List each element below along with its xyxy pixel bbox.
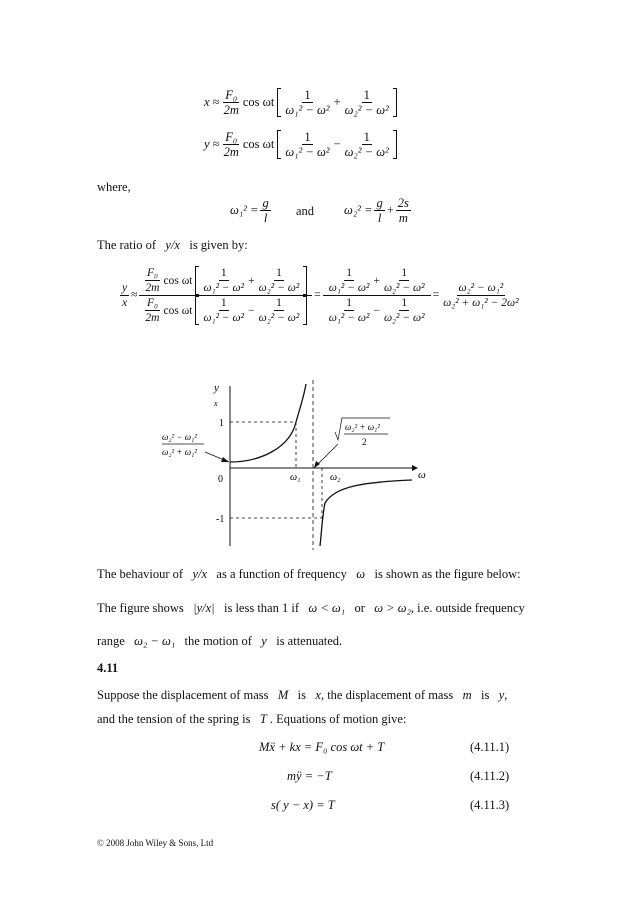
ratio-lhs-den: x xyxy=(122,297,128,309)
eq-x-t1-num: 1 xyxy=(304,88,311,102)
suppose-M: M xyxy=(277,688,289,702)
eq-x-t2-den: ω₂² − ω² xyxy=(344,103,389,117)
ratio-bot-amp-num: F₀ xyxy=(146,297,158,309)
suppose-x: x xyxy=(315,688,321,702)
eq-x-approx: ≈ xyxy=(212,95,220,109)
eq-x-t2-num: 1 xyxy=(363,88,370,102)
ratio-result-num: ω₂² − ω₁² xyxy=(458,282,504,294)
shows-abs: |y/x| xyxy=(193,601,215,615)
ratio-big-frac xyxy=(139,266,312,325)
equation-y xyxy=(204,130,400,159)
ratio-lhs-num: y xyxy=(122,282,128,294)
ratio-mid-minus: − xyxy=(373,304,380,317)
ratio-result-den: ω₂² + ω₁² − 2ω² xyxy=(443,297,519,309)
omega2-def-den2: m xyxy=(398,211,408,225)
equation-4-11-2: mÿ = −T xyxy=(287,769,332,783)
range-y: y xyxy=(261,634,267,648)
suppose-4: is xyxy=(481,688,490,702)
omega1-def-den: l xyxy=(263,211,268,225)
behaviour-b: as a function of frequency xyxy=(216,567,347,581)
suppose-5: , xyxy=(504,688,508,702)
ratio-result xyxy=(441,281,520,310)
omega1-definition xyxy=(230,196,273,225)
omega1-def-lhs: ω₁² = xyxy=(230,203,259,217)
eq-x-lhs: x xyxy=(204,95,210,109)
eq-x-bracket xyxy=(277,88,396,117)
ratio-top-a-num: 1 xyxy=(220,267,227,279)
callout-left-num: ω₂² − ω₁² xyxy=(162,432,197,442)
eq-y-approx: ≈ xyxy=(212,137,220,151)
ratio-top-b-den: ω₂² − ω² xyxy=(258,282,300,294)
eq-x-t1-den: ω₁² − ω² xyxy=(285,103,330,117)
ratio-top-plus: + xyxy=(248,274,255,287)
eq-y-t1-den: ω₁² − ω² xyxy=(285,145,330,159)
omega2-def-lhs: ω₂² = xyxy=(344,203,373,217)
section-heading: 4.11 xyxy=(97,661,119,675)
range-c: is attenuated. xyxy=(276,634,343,648)
ratio-top-amp-den: 2m xyxy=(145,282,160,294)
ratio-top-a-den: ω₁² − ω² xyxy=(203,282,245,294)
ratio-intro xyxy=(97,238,248,253)
shows-sentence xyxy=(97,601,525,616)
suppose-2: is xyxy=(297,688,307,702)
suppose-3: , the displacement of mass xyxy=(320,688,454,702)
range-b: the motion of xyxy=(184,634,252,648)
ratio-mid-plus: + xyxy=(373,274,380,287)
range-var: ω₂ − ω₁ xyxy=(134,634,176,648)
eq-x-amp-den: 2m xyxy=(223,103,239,117)
omega2-def-num2: 2s xyxy=(397,196,409,210)
omega2-def-num1: g xyxy=(376,196,383,210)
ratio-equation xyxy=(118,266,523,325)
suppose-y: y xyxy=(498,688,505,702)
ratio-intro-b: is given by: xyxy=(189,238,248,252)
callout-right-arrowhead xyxy=(314,461,320,468)
eq-x-cos: cos ωt xyxy=(242,95,275,109)
eq-x-amp-num: F₀ xyxy=(225,88,238,102)
behaviour-c: is shown as the figure below: xyxy=(374,567,521,581)
curve-right-branch xyxy=(320,480,412,546)
ratio-bot-cos: cos ωt xyxy=(163,304,193,317)
eq-y-lhs: y xyxy=(204,137,210,151)
behaviour-a: The behaviour of xyxy=(97,567,184,581)
eq-y-t2-num: 1 xyxy=(363,130,370,144)
behaviour-sentence xyxy=(97,567,521,582)
equation-number-4-11-3: (4.11.3) xyxy=(470,798,510,812)
eq-y-op: − xyxy=(333,137,341,151)
tension-T: T xyxy=(259,712,267,726)
tick-neg1-label: -1 xyxy=(216,514,225,525)
ratio-mid-top-a-den: ω₁² − ω² xyxy=(328,282,370,294)
equation-number-4-11-2: (4.11.2) xyxy=(470,769,510,783)
omega2-definition xyxy=(344,196,413,225)
tension-sentence xyxy=(97,712,406,727)
eq-y-t2-den: ω₂² − ω² xyxy=(344,145,389,159)
ratio-mid-top-a-num: 1 xyxy=(346,267,352,279)
eq-x-amplitude xyxy=(222,88,241,117)
shows-or: or xyxy=(354,601,365,615)
shows-cond1: ω < ω₁ xyxy=(308,601,346,615)
tick-1-label: 1 xyxy=(219,418,224,429)
callout-right-num: ω₂² + ω₁² xyxy=(345,422,380,432)
equation-x xyxy=(204,88,400,117)
ratio-intro-a: The ratio of xyxy=(97,238,157,252)
eq-y-bracket xyxy=(277,130,396,159)
behaviour-var: y/x xyxy=(192,567,208,581)
origin-label: 0 xyxy=(218,474,223,485)
equation-4-11-3: s( y − x) = T xyxy=(271,798,335,812)
copyright-footer: © 2008 John Wiley & Sons, Ltd xyxy=(97,838,214,848)
suppose-m: m xyxy=(462,688,472,702)
callout-right-den: 2 xyxy=(362,437,367,447)
equation-4-11-1: Mẍ + kx = F₀ cos ωt + T xyxy=(259,740,385,754)
ratio-top-amp-num: F₀ xyxy=(146,267,158,279)
eq-y-amp-den: 2m xyxy=(223,145,239,159)
shows-a: The figure shows xyxy=(97,601,184,615)
ratio-mid-bot-a-den: ω₁² − ω² xyxy=(328,312,370,324)
ratio-bot-b-num: 1 xyxy=(276,297,282,309)
omega2-def-den1: l xyxy=(377,211,382,225)
shows-c: , i.e. outside frequency xyxy=(410,601,525,615)
callout-left-den: ω₂² + ω₁² xyxy=(162,447,197,457)
y-axis-label: y xyxy=(214,382,219,394)
ratio-bot-a-den: ω₁² − ω² xyxy=(203,312,245,324)
omega2-label: ω₂ xyxy=(330,472,341,483)
behaviour-w: ω xyxy=(356,567,366,581)
omega1-def-num: g xyxy=(262,196,269,210)
eq-y-t1-num: 1 xyxy=(304,130,311,144)
ratio-mid-bot-b-num: 1 xyxy=(401,297,408,309)
shows-cond2: ω > ω₂ xyxy=(374,601,411,615)
suppose-1: Suppose the displacement of mass xyxy=(97,688,269,702)
callout-left-arrowhead xyxy=(221,457,229,462)
tension-a: and the tension of the spring is xyxy=(97,712,251,726)
shows-b: is less than 1 if xyxy=(224,601,299,615)
equation-number-4-11-1: (4.11.1) xyxy=(470,740,510,754)
where-label: where, xyxy=(97,180,131,194)
range-a: range xyxy=(97,634,125,648)
ratio-approx: ≈ xyxy=(131,289,138,301)
ratio-figure xyxy=(150,378,440,553)
ratio-mid-top-b-num: 1 xyxy=(401,267,408,279)
omega2-def-plus: + xyxy=(386,203,394,217)
suppose-sentence xyxy=(97,688,507,703)
ratio-mid-bot-b-den: ω₂² − ω² xyxy=(383,312,425,324)
ratio-equals-2: = xyxy=(432,289,440,301)
ratio-mid-top-b-den: ω₂² − ω² xyxy=(383,282,425,294)
ratio-intro-var: y/x xyxy=(165,238,180,252)
ratio-top-b-num: 1 xyxy=(276,267,282,279)
ratio-bot-amp-den: 2m xyxy=(145,312,160,324)
y-axis-label-sub: x xyxy=(214,399,218,408)
eq-y-amp-num: F₀ xyxy=(225,130,238,144)
eq-y-amplitude xyxy=(222,130,241,159)
range-sentence xyxy=(97,634,342,649)
ratio-mid-frac xyxy=(323,266,431,325)
and-word: and xyxy=(296,204,315,218)
eq-x-op: + xyxy=(333,95,341,109)
tension-b: . Equations of motion give: xyxy=(269,712,407,726)
ratio-bot-minus: − xyxy=(248,304,255,317)
x-axis-label: ω xyxy=(418,469,426,481)
ratio-mid-bot-a-num: 1 xyxy=(346,297,352,309)
curve-left-branch xyxy=(230,384,306,462)
ratio-bot-b-den: ω₂² − ω² xyxy=(258,312,300,324)
omega1-label: ω₁ xyxy=(290,472,301,483)
ratio-equals-1: = xyxy=(314,289,321,301)
ratio-bot-a-num: 1 xyxy=(220,297,227,309)
ratio-top-cos: cos ωt xyxy=(163,274,193,287)
eq-y-cos: cos ωt xyxy=(242,137,275,151)
